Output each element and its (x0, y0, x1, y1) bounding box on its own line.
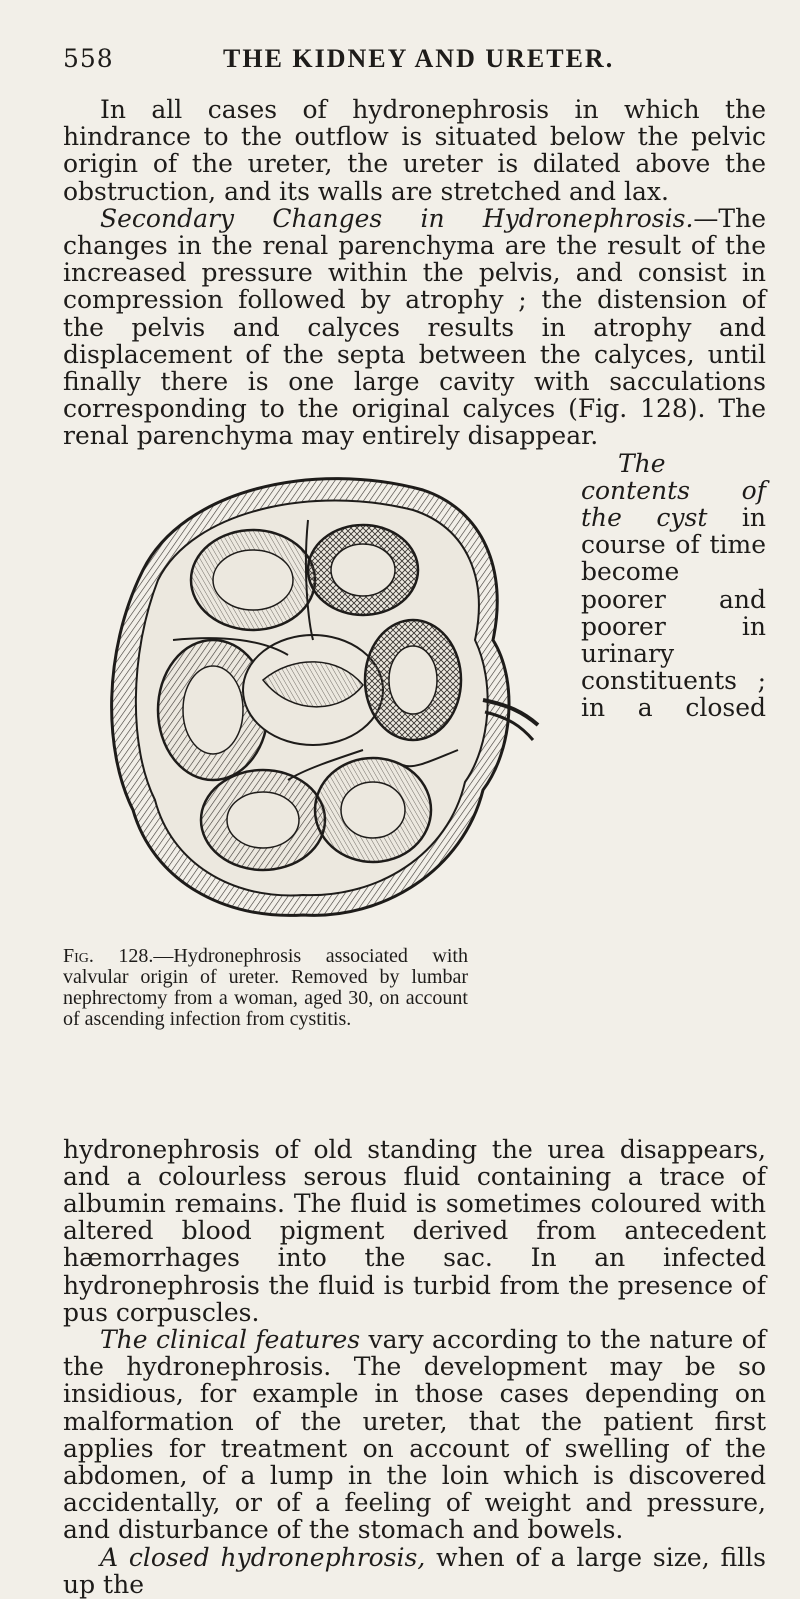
running-head (63, 44, 763, 84)
run-in-heading-clinical-features: The clinical features (100, 1325, 361, 1355)
run-in-heading-cyst-contents: The contents of the cyst (581, 448, 766, 533)
paragraph-clinical-features-text: vary according to the nature of the hydronephrosis. The development may be so insidious, for example in those cases depending on malformation of the ureter, that the patient first applies for treatment on account of swelling of the abdomen, of a lump in the loin which is discovered accidentally, or of a feeling of weight and pressure, and disturbance of the stomach and bowels. (63, 1325, 766, 1545)
figure-128 (63, 450, 571, 1136)
running-title: THE KIDNEY AND URETER. (223, 44, 615, 73)
figure-caption (63, 946, 468, 1030)
paragraph-clinical-features (63, 1326, 766, 1544)
body-text (63, 96, 766, 1598)
paragraph-secondary-changes (63, 205, 766, 450)
paragraph-closed-hydronephrosis-text: when of a large size, fills up the (63, 1542, 767, 1599)
paragraph-closed-hydronephrosis (63, 1544, 766, 1598)
paragraph-secondary-changes-text: —The changes in the renal parenchyma are the result of the increased pressure within the pelvis, and consist in compression followed by atrophy ; the distension of the pelvis and calyces results in atrophy and displacement of the septa between the calyces, until finally there is one large cavity with sacculations corresponding to the original calyces (Fig. 128). The renal parenchyma may entirely disappear. (63, 203, 766, 451)
figure-caption-text: —Hydronephrosis associated with valvular origin of ureter. Removed by lumbar nephrectomy from a woman, aged 30, on account of ascending infection from cystitis. (63, 944, 468, 1030)
figure-label: Fig. 128. (63, 944, 154, 967)
paragraph-cyst-contents-text: in course of time become poorer and poorer in urinary constituents ; in a closed hydronephrosis of old standing the urea disappears, and a colourless serous fluid containing a trace of albumin remains. The fluid is sometimes coloured with altered blood pigment derived from antecedent hæmorrhages into the sac. In an infected hydronephrosis the fluid is turbid from the presence of pus corpuscles. (63, 503, 766, 1327)
paragraph-ureter-dilation: In all cases of hydronephrosis in which the hindrance to the outflow is situated below the pelvic origin of the ureter, the ureter is dilated above the obstruction, and its walls are stretched and lax. (63, 95, 766, 206)
section-heading-secondary-changes: Secondary Changes in Hydronephrosis. (100, 203, 694, 233)
hydronephrosis-kidney-illustration (63, 450, 571, 940)
run-in-heading-closed-hydronephrosis: A closed hydronephrosis, (100, 1542, 426, 1572)
page-number: 558 (63, 44, 114, 73)
